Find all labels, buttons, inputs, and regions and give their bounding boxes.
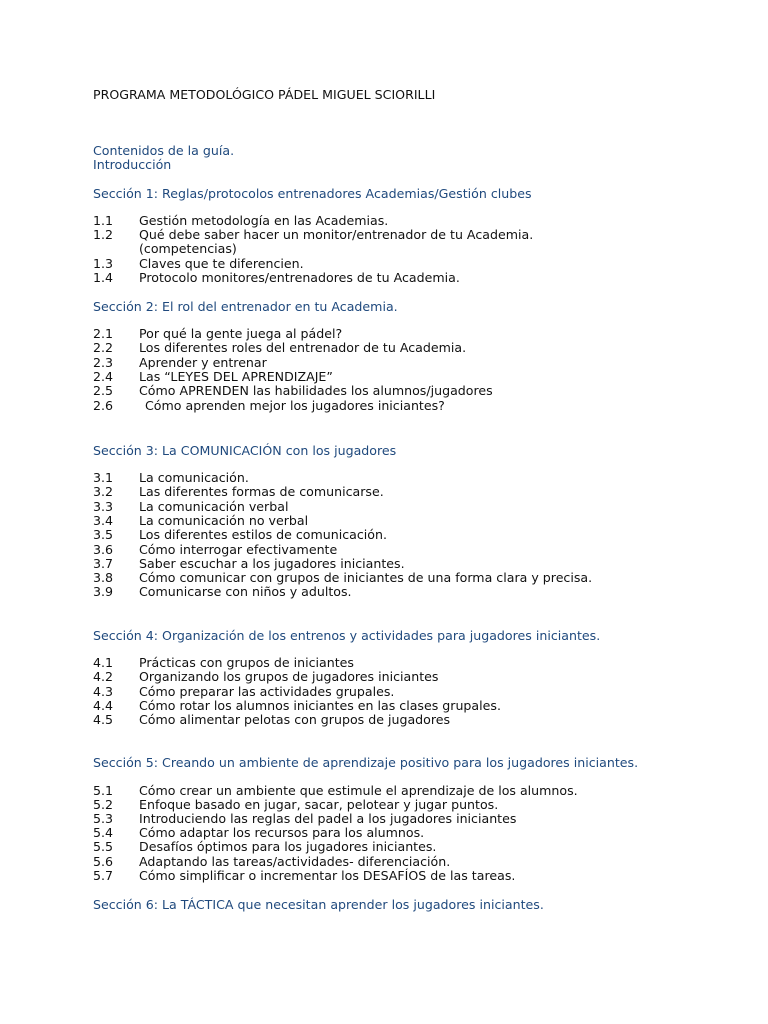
list-item <box>93 585 352 599</box>
item-text: La comunicación no verbal <box>139 513 309 528</box>
item-number: 2.5 <box>93 383 114 398</box>
item-number: 1.1 <box>93 213 114 228</box>
list-item <box>93 840 436 854</box>
item-text: Gestión metodología en las Academias. <box>139 213 389 228</box>
document-title: PROGRAMA METODOLÓGICO PÁDEL MIGUEL SCIORILLI <box>93 87 436 102</box>
item-text: Cómo aprenden mejor los jugadores iniciantes? <box>145 398 445 413</box>
item-text: Cómo interrogar efectivamente <box>139 542 338 557</box>
item-number: 5.5 <box>93 839 114 854</box>
list-item <box>93 869 515 883</box>
item-text: La comunicación. <box>139 470 249 485</box>
item-number: 4.5 <box>93 712 114 727</box>
item-number: 1.2 <box>93 227 114 242</box>
item-text: Los diferentes estilos de comunicación. <box>139 527 387 542</box>
item-text: Las diferentes formas de comunicarse. <box>139 484 384 499</box>
intro-label: Introducción <box>93 157 172 172</box>
item-number: 2.3 <box>93 355 114 370</box>
item-text: Saber escuchar a los jugadores iniciantes. <box>139 556 405 571</box>
item-text: Claves que te diferencien. <box>139 256 304 271</box>
item-text: Aprender y entrenar <box>139 355 267 370</box>
item-text: Cómo rotar los alumnos iniciantes en las clases grupales. <box>139 698 501 713</box>
item-number: 5.6 <box>93 854 114 869</box>
list-item <box>93 271 460 285</box>
item-number: 3.9 <box>93 584 114 599</box>
list-item <box>93 713 450 727</box>
item-text: Cómo simplificar o incrementar los DESAFÍOS de las tareas. <box>139 868 516 883</box>
item-text: Protocolo monitores/entrenadores de tu Academia. <box>139 270 460 285</box>
item-number: 3.5 <box>93 527 114 542</box>
item-text: Cómo adaptar los recursos para los alumnos. <box>139 825 425 840</box>
list-item <box>93 399 445 413</box>
section-1-heading: Sección 1: Reglas/protocolos entrenadores Academias/Gestión clubes <box>93 186 532 201</box>
item-number: 5.2 <box>93 797 114 812</box>
item-text: Cómo preparar las actividades grupales. <box>139 684 395 699</box>
item-number: 3.6 <box>93 542 114 557</box>
item-text: Adaptando las tareas/actividades- diferenciación. <box>139 854 451 869</box>
section-3-heading: Sección 3: La COMUNICACIÓN con los jugadores <box>93 443 397 458</box>
list-item <box>93 384 493 398</box>
item-text: Los diferentes roles del entrenador de tu Academia. <box>139 340 467 355</box>
section-5-heading: Sección 5: Creando un ambiente de aprendizaje positivo para los jugadores iniciantes. <box>93 755 639 770</box>
list-item <box>93 485 384 499</box>
item-number: 3.7 <box>93 556 114 571</box>
item-text: Las “LEYES DEL APRENDIZAJE” <box>139 369 333 384</box>
item-text: Enfoque basado en jugar, sacar, pelotear y jugar puntos. <box>139 797 499 812</box>
item-number: 5.7 <box>93 868 114 883</box>
list-item <box>93 670 438 684</box>
item-text: Organizando los grupos de jugadores iniciantes <box>139 669 439 684</box>
item-number: 4.1 <box>93 655 114 670</box>
item-number: 4.3 <box>93 684 114 699</box>
item-number: 3.1 <box>93 470 114 485</box>
item-number: 5.3 <box>93 811 114 826</box>
item-number: 3.4 <box>93 513 114 528</box>
item-number: 3.3 <box>93 499 114 514</box>
contents-label: Contenidos de la guía. <box>93 143 235 158</box>
item-text-continuation: (competencias) <box>139 241 237 256</box>
section-2-heading: Sección 2: El rol del entrenador en tu Academia. <box>93 299 398 314</box>
item-text: Prácticas con grupos de iniciantes <box>139 655 354 670</box>
item-number: 5.1 <box>93 783 114 798</box>
item-number: 3.8 <box>93 570 114 585</box>
item-number: 2.2 <box>93 340 114 355</box>
item-text: Introduciendo las reglas del padel a los jugadores iniciantes <box>139 811 517 826</box>
item-number: 2.1 <box>93 326 114 341</box>
item-number: 1.4 <box>93 270 114 285</box>
section-6-heading: Sección 6: La TÁCTICA que necesitan aprender los jugadores iniciantes. <box>93 897 544 912</box>
list-item <box>93 341 466 355</box>
item-text: Desafíos óptimos para los jugadores iniciantes. <box>139 839 437 854</box>
item-text: Qué debe saber hacer un monitor/entrenador de tu Academia. <box>139 227 534 242</box>
item-text: Cómo comunicar con grupos de iniciantes de una forma clara y precisa. <box>139 570 593 585</box>
item-text: Comunicarse con niños y adultos. <box>139 584 352 599</box>
section-4-heading: Sección 4: Organización de los entrenos y actividades para jugadores iniciantes. <box>93 628 601 643</box>
item-text: Cómo alimentar pelotas con grupos de jugadores <box>139 712 451 727</box>
item-number: 2.6 <box>93 398 114 413</box>
item-text: Cómo APRENDEN las habilidades los alumnos/jugadores <box>139 383 493 398</box>
item-number: 4.2 <box>93 669 114 684</box>
list-item <box>93 528 387 542</box>
item-text: Cómo crear un ambiente que estimule el aprendizaje de los alumnos. <box>139 783 578 798</box>
item-number: 4.4 <box>93 698 114 713</box>
item-text: La comunicación verbal <box>139 499 289 514</box>
item-text: Por qué la gente juega al pádel? <box>139 326 343 341</box>
item-number: 5.4 <box>93 825 114 840</box>
item-number: 1.3 <box>93 256 114 271</box>
item-number: 2.4 <box>93 369 114 384</box>
item-number: 3.2 <box>93 484 114 499</box>
